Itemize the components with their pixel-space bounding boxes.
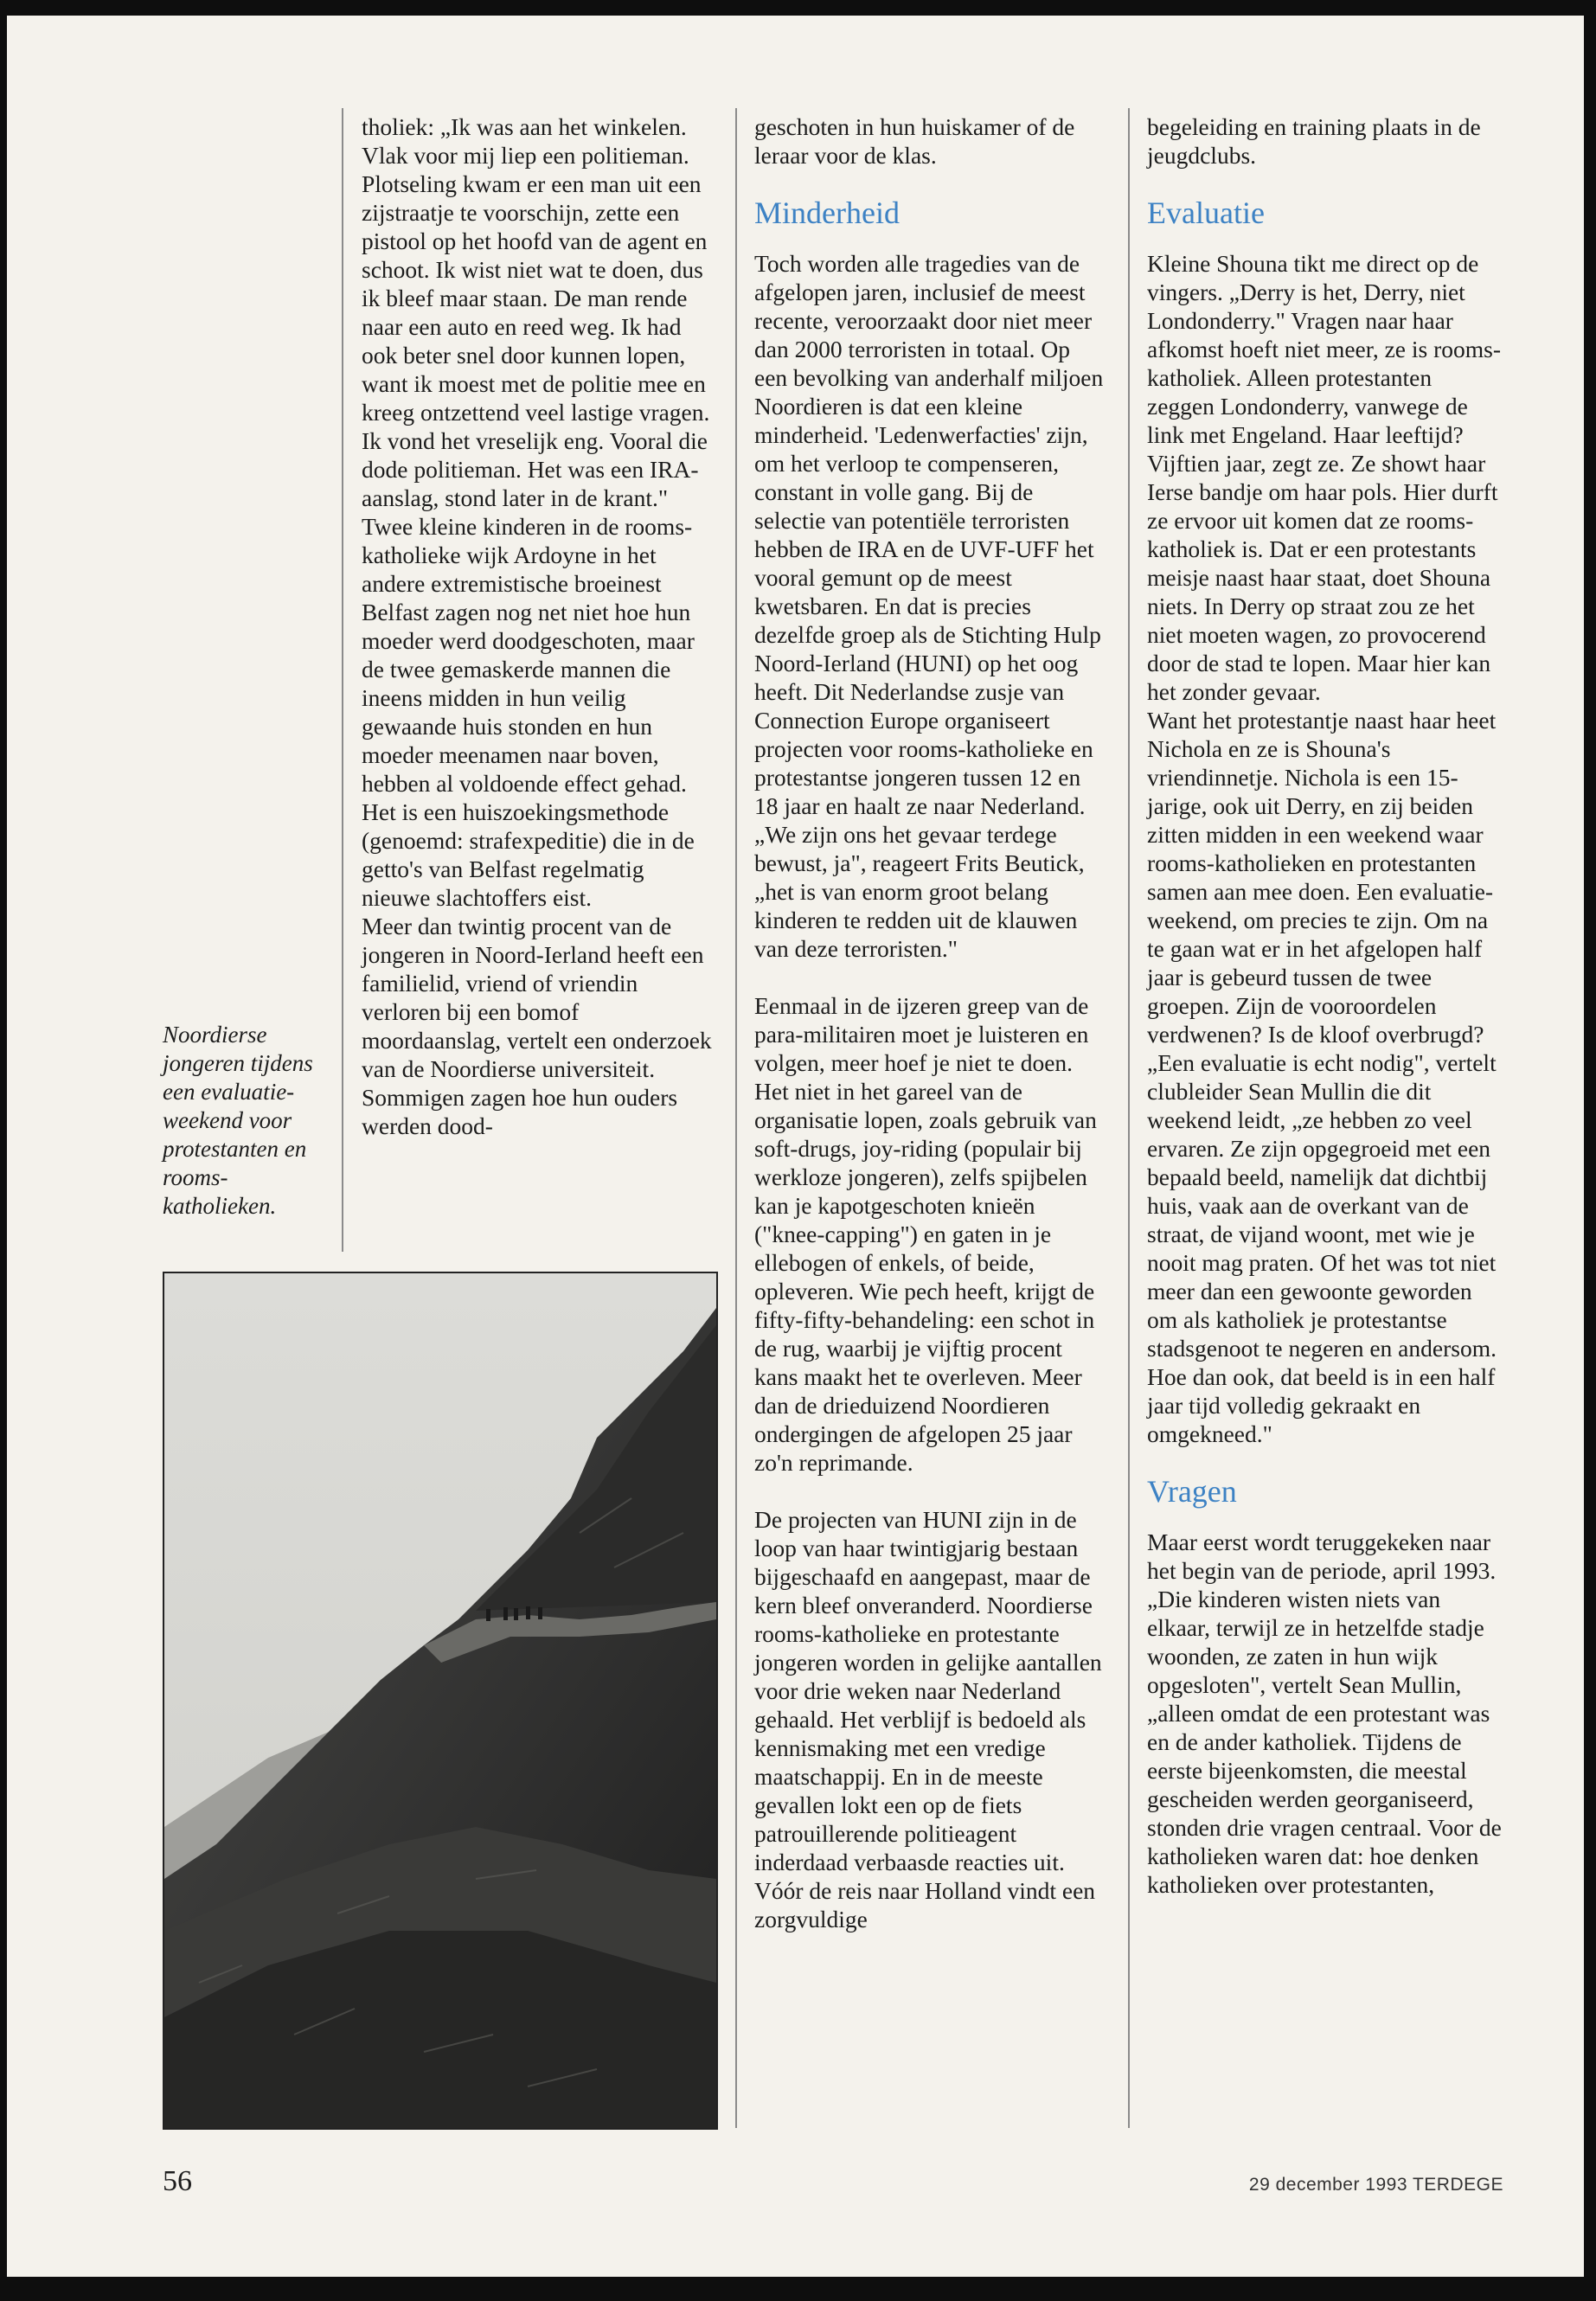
subheading-minderheid: Minderheid [754,195,900,230]
paragraph: De projecten van HUNI zijn in de loop van haar twintigjarig bestaan bijgeschaafd en aangepast, maar de kern bleef onveranderd. Noordierse rooms-katholieke en protestante jongeren worden in gelijke aantallen voor drie weken naar Nederland gehaald. Het verblijf is bedoeld als kennismaking met een vredige maatschappij. En in de meeste gevallen lokt een op de fiets patrouillerende politieagent inderdaad verbaasde reacties uit. Vóór de reis naar Holland vindt een zorgvuldige [754,1506,1102,1932]
cliff-photo [163,1272,718,2130]
scan-border-right [1584,0,1596,2301]
paragraph: Maar eerst wordt teruggekeken naar het begin van de periode, april 1993. „Die kinderen wisten niets van elkaar, terwijl ze in hetzelfde stadje woonden, ze zaten in hun wijk opgesloten", vertelt Sean Mullin, „alleen omdat de een protestant was en de ander katholiek. Tijdens de eerste bijeenkomsten, die meestal gescheiden werden georganiseerd, stonden drie vragen centraal. Voor de katholieken waren dat: hoe denken katholieken over protestanten, [1147,1529,1502,1898]
subheading-evaluatie: Evaluatie [1147,195,1265,230]
paragraph: Twee kleine kinderen in de rooms-katholieke wijk Ardoyne in het andere extremistische broeinest Belfast zagen nog net niet hoe hun moeder werd doodgeschoten, maar de twee gemaskerde mannen die ineens midden in hun veilig gewaande huis stonden en hun moeder meenamen naar boven, hebben al voldoende effect gehad. Het is een huiszoekingsmethode (genoemd: strafexpeditie) die in de getto's van Belfast regelmatig nieuwe slachtoffers eist. [362,513,695,911]
scan-border-left [0,0,7,2301]
paragraph: tholiek: „Ik was aan het winkelen. Vlak voor mij liep een politieman. Plotseling kwam er een man uit een zijstraatje te voorschijn, zette een pistool op het hoofd van de agent en schoot. Ik wist niet wat te doen, dus ik bleef maar staan. De man rende naar een auto en reed weg. Ik had ook beter snel door kunnen lopen, want ik moest met de politie mee en kreeg ontzettend veel lastige vragen. Ik vond het vreselijk eng. Vooral die dode politieman. Het was een IRA-aanslag, stond later in de krant." [362,113,710,511]
article-column-2 [754,112,1109,1933]
column-rule [342,108,343,1252]
column-rule [735,108,737,2128]
subheading-vragen: Vragen [1147,1474,1237,1509]
paragraph: Eenmaal in de ijzeren greep van de para-militairen moet je luisteren en volgen, meer hoef je niet te doen. Het niet in het gareel van de organisatie lopen, zoals gebruik van soft-drugs, joy-riding (populair bij werkloze jongeren), zelfs spijbelen kan je kapotgeschoten knieën ("knee-capping") en gaten in je ellebogen of enkels, of beide, opleveren. Wie pech heeft, krijgt de fifty-fifty-behandeling: een schot in de rug, waarbij je vijftig procent kans maakt het te overleven. Meer dan de drieduizend Noordieren ondergingen de afgelopen 25 jaar zo'n reprimande. [754,992,1097,1476]
footer-date: 29 december 1993 TERDEGE [1248,2175,1503,2195]
scan-border-top [0,0,1596,16]
paragraph: geschoten in hun huiskamer of de leraar voor de klas. [754,113,1075,169]
page-number: 56 [163,2165,192,2197]
paragraph: Want het protestantje naast haar heet Nichola en ze is Shouna's vriendinnetje. Nichola is een 15-jarige, ook uit Derry, en zij beiden zitten midden in een weekend waar rooms-katholieken en protestanten samen aan mee doen. Een evaluatie-weekend, om precies te zijn. Om na te gaan wat er in het afgelopen half jaar is gebeurd tussen de twee groepen. Zijn de vooroordelen verdwenen? Is de kloof overbrugd? „Een evaluatie is echt nodig", vertelt clubleider Sean Mullin die dit weekend leidt, „ze hebben zo veel ervaren. Ze zijn opgegroeid met een bepaald beeld, namelijk dat dichtbij huis, vaak aan de overkant van de straat, de vijand woont, met wie je nooit mag praten. Of het was tot niet meer dan een gewoonte geworden om als katholiek je protestantse stadsgenoot te negeren en andersom. Hoe dan ook, dat beeld is in een half jaar tijd volledig gekraakt en omgekneed." [1147,707,1497,1447]
column-rule [1128,108,1130,2128]
paragraph: Meer dan twintig procent van de jongeren in Noord-Ierland heeft een familielid, vriend of vriendin verloren bij een bomof moordaanslag, vertelt een onderzoek van de Noordierse universiteit. Sommigen zagen hoe hun ouders werden dood- [362,913,712,1139]
paragraph: Toch worden alle tragedies van de afgelopen jaren, inclusief de meest recente, veroorzaakt door niet meer dan 2000 terroristen in totaal. Op een bevolking van anderhalf miljoen Noordieren is dat een kleine minderheid. 'Ledenwerfacties' zijn, om het verloop te compenseren, constant in volle gang. Bij de selectie van potentiële terroristen hebben de IRA en de UVF-UFF het vooral gemunt op de meest kwetsbaren. En dat is precies dezelfde groep als de Stichting Hulp Noord-Ierland (HUNI) op het oog heeft. Dit Nederlandse zusje van Connection Europe organiseert projecten voor rooms-katholieke en protestantse jongeren tussen 12 en 18 jaar en haalt ze naar Nederland. „We zijn ons het gevaar terdege bewust, ja", reageert Frits Beutick, „het is van enorm groot belang kinderen te redden uit de klauwen van deze terroristen." [754,250,1104,962]
scan-border-bottom [0,2277,1596,2301]
article-column-3 [1147,112,1502,1899]
paragraph: Kleine Shouna tikt me direct op de vingers. „Derry is het, Derry, niet Londonderry." Vragen naar haar afkomst hoeft niet meer, ze is rooms-katholiek. Alleen protestanten zeggen Londonderry, vanwege de link met Engeland. Haar leeftijd? Vijftien jaar, zegt ze. Ze showt haar Ierse bandje om haar pols. Hier durft ze ervoor uit komen dat ze rooms-katholiek is. Dat er een protestants meisje naast haar staat, doet Shouna niets. In Derry op straat zou ze het niet moeten wagen, zo provocerend door de stad te lopen. Maar hier kan het zonder gevaar. [1147,250,1501,705]
paragraph: begeleiding en training plaats in de jeugdclubs. [1147,113,1481,169]
article-column-1 [362,112,716,1140]
photo-caption: Noordierse jongeren tijdens een evaluatie-weekend voor protestanten en rooms-katholieken. [163,1022,313,1219]
